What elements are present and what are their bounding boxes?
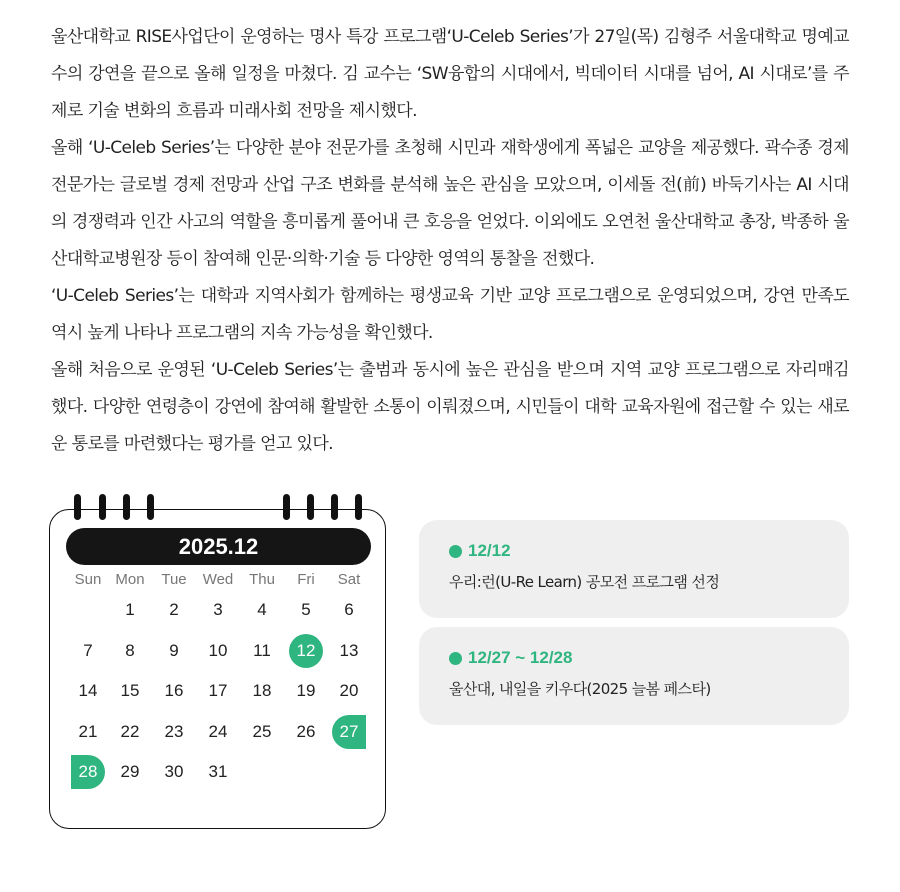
- calendar-day-1[interactable]: 1: [125, 600, 135, 619]
- article-body: [51, 19, 849, 463]
- calendar-day-8[interactable]: 8: [125, 640, 135, 660]
- calendar-day-4[interactable]: 4: [257, 600, 267, 619]
- calendar-day-24[interactable]: 24: [208, 721, 228, 741]
- calendar-day-17[interactable]: 17: [208, 681, 228, 700]
- binder-ring: [99, 494, 106, 520]
- calendar-day-7[interactable]: 7: [83, 640, 93, 660]
- event-title: 울산대, 내일을 키우다(2025 늘봄 페스타): [449, 680, 711, 698]
- calendar-day-13[interactable]: 13: [339, 640, 359, 660]
- article-paragraph-4: 올해 처음으로 운영된 ‘U-Celeb Series’는 출범과 동시에 높은 관심을 받으며 지역 교양 프로그램으로 자리매김했다. 다양한 연령층이 강연에 참여해 활발한 소통이 이뤄졌으며, 시민들이 대학 교육자원에 접근할 수 있는 새로운 통로를 마련했다는 평가를 얻고 있다.: [51, 360, 849, 454]
- event-date: [449, 540, 819, 562]
- calendar: [49, 509, 386, 829]
- event-title: 우리:런(U-Re Learn) 공모전 프로그램 선정: [449, 573, 720, 591]
- event-card[interactable]: [419, 627, 849, 725]
- calendar-day-9[interactable]: 9: [169, 640, 179, 660]
- calendar-month-title: 2025.12: [66, 528, 371, 565]
- calendar-day-30[interactable]: 30: [164, 762, 184, 781]
- event-date: [449, 647, 819, 669]
- weekday-label-sun: Sun: [74, 571, 102, 588]
- event-date-text: 12/27 ~ 12/28: [468, 648, 573, 667]
- calendar-day-15[interactable]: 15: [120, 681, 140, 700]
- calendar-day-3[interactable]: 3: [213, 600, 223, 619]
- binder-ring: [147, 494, 154, 520]
- weekday-label-sat: Sat: [337, 571, 361, 588]
- calendar-day-23[interactable]: 23: [164, 721, 184, 741]
- calendar-day-28[interactable]: 28: [71, 755, 105, 789]
- calendar-day-18[interactable]: 18: [252, 681, 272, 700]
- calendar-day-14[interactable]: 14: [78, 681, 98, 700]
- calendar-day-16[interactable]: 16: [164, 681, 184, 700]
- binder-ring: [307, 494, 314, 520]
- calendar-day-21[interactable]: 21: [78, 721, 98, 741]
- calendar-day-5[interactable]: 5: [301, 600, 311, 619]
- calendar-day-2[interactable]: 2: [169, 600, 179, 619]
- binder-ring: [74, 494, 81, 520]
- calendar-day-10[interactable]: 10: [208, 640, 228, 660]
- event-card[interactable]: [419, 520, 849, 618]
- calendar-day-6[interactable]: 6: [344, 600, 354, 619]
- calendar-day-27[interactable]: 27: [332, 715, 366, 749]
- article-paragraph-3: ‘U-Celeb Series’는 대학과 지역사회가 함께하는 평생교육 기반 교양 프로그램으로 운영되었으며, 강연 만족도 역시 높게 나타나 프로그램의 지속 가능성을 확인했다.: [51, 286, 849, 343]
- binder-ring: [283, 494, 290, 520]
- calendar-day-26[interactable]: 26: [296, 721, 316, 741]
- calendar-day-11[interactable]: 11: [253, 640, 271, 660]
- calendar-day-19[interactable]: 19: [296, 681, 316, 700]
- calendar-day-31[interactable]: 31: [208, 762, 228, 781]
- weekday-label-wed: Wed: [202, 571, 234, 588]
- calendar-day-22[interactable]: 22: [120, 721, 140, 741]
- weekday-label-tue: Tue: [161, 571, 187, 588]
- binder-ring: [355, 494, 362, 520]
- calendar-day-20[interactable]: 20: [339, 681, 359, 700]
- calendar-day-12[interactable]: 12: [289, 634, 323, 668]
- binder-ring: [123, 494, 130, 520]
- weekday-label-mon: Mon: [115, 571, 145, 588]
- event-date-text: 12/12: [468, 541, 511, 560]
- binder-ring: [331, 494, 338, 520]
- calendar-day-29[interactable]: 29: [120, 762, 140, 781]
- weekday-label-fri: Fri: [297, 571, 315, 588]
- article-paragraph-1: 울산대학교 RISE사업단이 운영하는 명사 특강 프로그램‘U-Celeb Series’가 27일(목) 김형주 서울대학교 명예교수의 강연을 끝으로 올해 일정을 마쳤다. 김 교수는 ‘SW융합의 시대에서, 빅데이터 시대를 넘어, AI 시대로’를 주제로 기술 변화의 흐름과 미래사회 전망을 제시했다.: [51, 27, 849, 121]
- weekday-label-thu: Thu: [249, 571, 275, 588]
- bullet-dot-icon: [449, 652, 462, 665]
- article-paragraph-2: 올해 ‘U-Celeb Series’는 다양한 분야 전문가를 초청해 시민과 재학생에게 폭넓은 교양을 제공했다. 곽수종 경제전문가는 글로벌 경제 전망과 산업 구조 변화를 분석해 높은 관심을 모았으며, 이세돌 전(前) 바둑기사는 AI 시대의 경쟁력과 인간 사고의 역할을 흥미롭게 풀어내 큰 호응을 얻었다. 이외에도 오연천 울산대학교 총장, 박종하 울산대학교병원장 등이 참여해 인문·의학·기술 등 다양한 영역의 통찰을 전했다.: [51, 138, 849, 269]
- calendar-day-25[interactable]: 25: [252, 721, 272, 741]
- bullet-dot-icon: [449, 545, 462, 558]
